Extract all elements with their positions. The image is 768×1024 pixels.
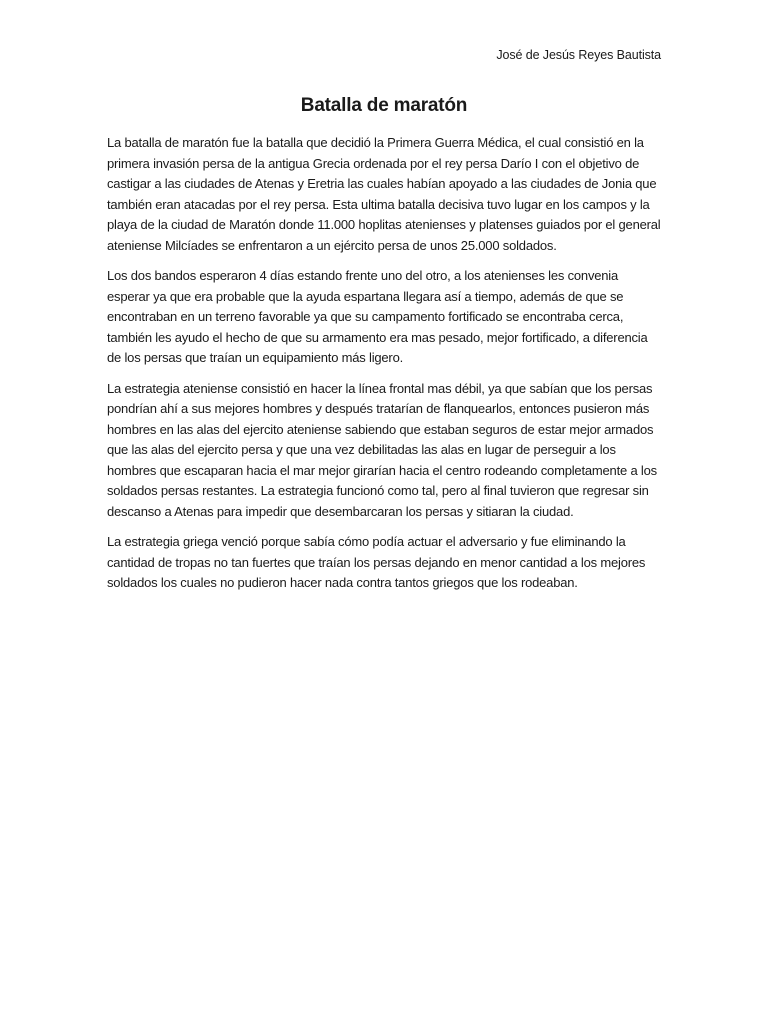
paragraph-2: Los dos bandos esperaron 4 días estando frente uno del otro, a los atenienses les convenia esperar ya que era probable que la ayuda espartana llegara así a tiempo, además de que se encontraban en un terreno favorable ya que su campamento fortificado se encontraba cerca, también les ayudo el hecho de que su armamento era mas pesado, mejor fortificado, a diferencia de los persas que traían un equipamiento más ligero. <box>107 268 648 365</box>
author-name: José de Jesús Reyes Bautista <box>496 48 661 62</box>
document-title: Batalla de maratón <box>300 95 468 116</box>
paragraph-4: La estrategia griega venció porque sabía cómo podía actuar el adversario y fue eliminando la cantidad de tropas no tan fuertes que traían los persas dejando en menor cantidad a los mejores soldados los cuales no pudieron hacer nada contra tantos griegos que los rodeaban. <box>107 534 646 590</box>
document-body <box>107 133 663 604</box>
paragraph-1: La batalla de maratón fue la batalla que decidió la Primera Guerra Médica, el cual consistió en la primera invasión persa de la antigua Grecia ordenada por el rey persa Darío I con el objetivo de castigar a las ciudades de Atenas y Eretria las cuales habían apoyado a las ciudades de Jonia que también eran atacadas por el rey persa. Esta ultima batalla decisiva tuvo lugar en los campos y la playa de la ciudad de Maratón donde 11.000 hoplitas atenienses y platenses guiados por el general ateniense Milcíades se enfrentaron a un ejército persa de unos 25.000 soldados. <box>107 135 661 253</box>
paragraph-3: La estrategia ateniense consistió en hacer la línea frontal mas débil, ya que sabían que los persas pondrían ahí a sus mejores hombres y después tratarían de flanquearlos, entonces pusieron más hombres en las alas del ejercito ateniense sabiendo que estaban seguros de estar mejor armados que las alas del ejercito persa y que una vez debilitadas las alas en lugar de perseguir a los hombres que escaparan hacia el mar mejor girarían hacia el centro rodeando completamente a los soldados persas restantes. La estrategia funcionó como tal, pero al final tuvieron que regresar sin descanso a Atenas para impedir que desembarcaran los persas y sitiaran la ciudad. <box>107 380 657 519</box>
